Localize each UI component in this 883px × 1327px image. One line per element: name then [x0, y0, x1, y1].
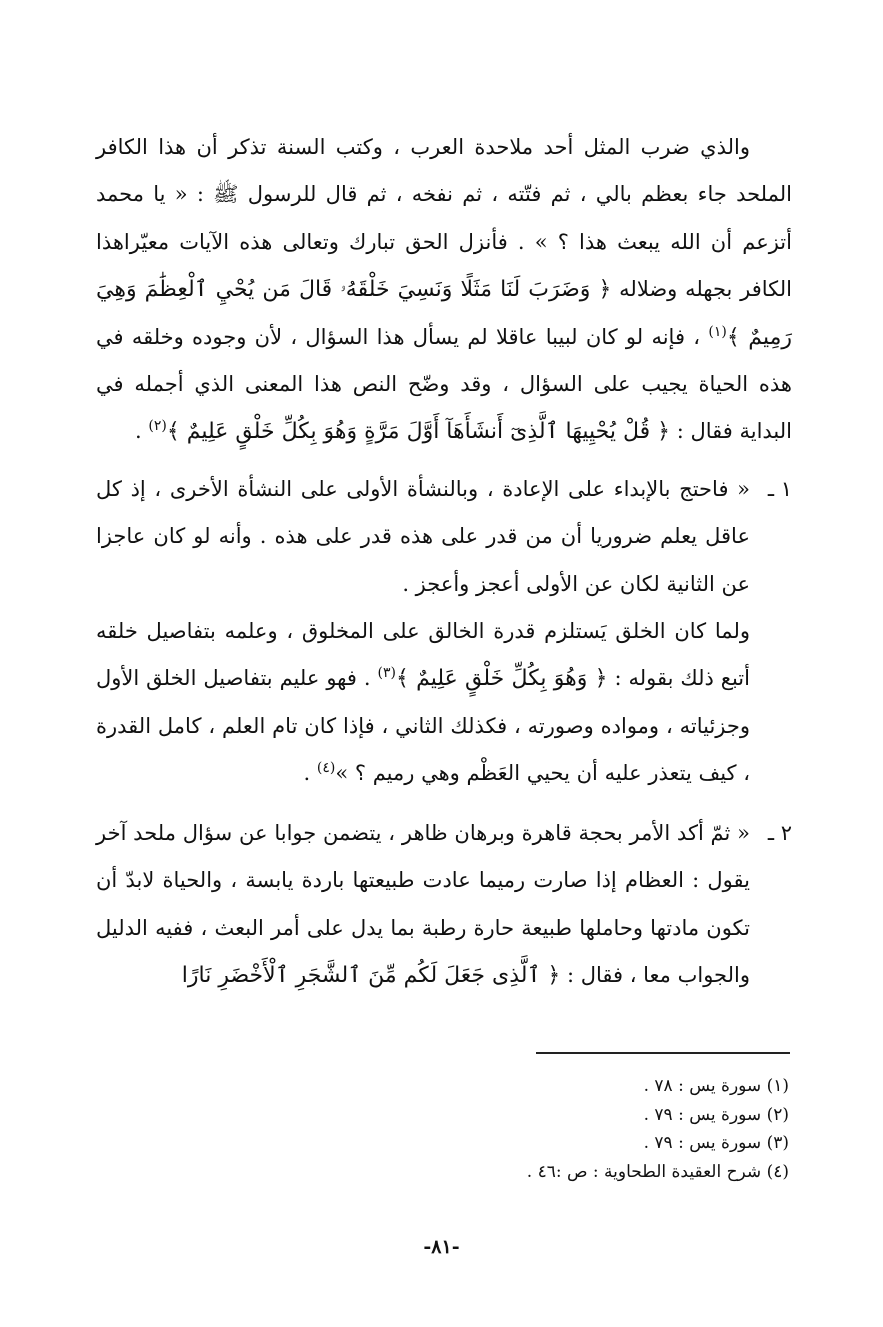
footnotes [527, 1072, 789, 1186]
footnote-ref-2: (٢) [148, 418, 167, 435]
point-1-paragraph-b [96, 608, 750, 798]
point-1-paragraph-a [96, 466, 750, 608]
point-1-text-1: « فاحتج بالإبداء على الإعادة ، وبالنشأة الأولى على النشأة الأخرى ، إذ كل عاقل يعلم ضروريا أن من قدر على هذه قدر على هذه . وأنه لو كان عاجزا عن الثانية لكان عن الأولى أعجز وأعجز . [96, 476, 750, 596]
quran-verse-2: ﴿ قُلْ يُحْيِيهَا ٱلَّذِىٓ أَنشَأَهَآ أَوَّلَ مَرَّةٍ وَهُوَ بِكُلِّ خَلْقٍ عَلِيمٌ ﴾ [166, 419, 671, 445]
point-1-text-3: . فهو عليم بتفاصيل الخلق الأول وجزئياته ، ومواده وصورته ، فكذلك الثاني ، فإذا كان تام العلم ، كامل القدرة ، كيف يتعذر عليه أن يحيي العَظْم وهي رميم ؟ » [96, 666, 750, 786]
point-1 [96, 466, 792, 798]
footnote-2: (٢) سورة يس : ٧٩ . [643, 1104, 789, 1125]
footnote-divider [536, 1052, 790, 1054]
footnote-4: (٤) شرح العقيدة الطحاوية : ص :٤٦ . [526, 1161, 789, 1182]
quran-verse-4: ﴿ ٱلَّذِى جَعَلَ لَكُم مِّنَ ٱلشَّجَرِ ٱلْأَخْضَرِ نَارًا [181, 962, 561, 988]
footnote-3: (٣) سورة يس : ٧٩ . [643, 1133, 789, 1153]
point-2-number: ٢ ـ [767, 820, 792, 845]
page-number: -٨١- [423, 1236, 460, 1258]
quran-verse-1: ﴿ وَضَرَبَ لَنَا مَثَلًا وَنَسِيَ خَلْقَهُۥ قَالَ مَن يُحْيِ ٱلْعِظَٰمَ وَهِيَ رَمِيمٌ ﴾ [96, 277, 792, 350]
point-1-text-4: . [303, 761, 311, 786]
point-2 [96, 810, 792, 1000]
footnote-ref-4: (٤) [316, 760, 336, 777]
footnote-ref-3: (٣) [377, 665, 396, 682]
quran-verse-3: ﴿ وَهُوَ بِكُلِّ خَلْقٍ عَلِيمٌ ﴾ [395, 666, 608, 692]
point-2-text-1: « ثمّ أكد الأمر بحجة قاهرة وبرهان ظاهر ، يتضمن جوابا عن سؤال ملحد آخر يقول : العظام إذا صارت رميما عادت طبيعتها باردة يابسة ، والحياة لابدّ أن تكون مادتها وحاملها طبيعة حارة رطبة بما يدل على أمر البعث ، ففيه الدليل والجواب معا ، فقال : [96, 820, 750, 987]
point-1-number: ١ ـ [767, 476, 792, 501]
intro-paragraph [96, 124, 792, 456]
main-text [96, 124, 792, 999]
intro-text-3: . [135, 419, 142, 444]
point-1-text-2: ولما كان الخلق يَستلزم قدرة الخالق على المخلوق ، وعلمه بتفاصيل خلقه أتبع ذلك بقوله : [96, 619, 750, 691]
intro-text-1: والذي ضرب المثل أحد ملاحدة العرب ، وكتب السنة تذكر أن هذا الكافر الملحد جاء بعظم بالي ، ثم فتّته ، ثم نفخه ، ثم قال للرسول ﷺ : « يا محمد أتزعم أن الله يبعث هذا ؟ » . فأنزل الحق تبارك وتعالى هذه الآيات معيّراهذا الكافر بجهله وضلاله [96, 135, 792, 302]
intro-text-2: ، فإنه لو كان لبيبا عاقلا لم يسأل هذا السؤال ، لأن وجوده وخلقه في هذه الحياة يجيب على السؤال ، وقد وضّح النص هذا المعنى الذي أجمله في البداية فقال : [96, 324, 792, 444]
footnote-ref-1: (١) [708, 323, 727, 340]
footnote-1: (١) سورة يس : ٧٨ . [643, 1076, 789, 1096]
point-2-paragraph [96, 810, 750, 1000]
